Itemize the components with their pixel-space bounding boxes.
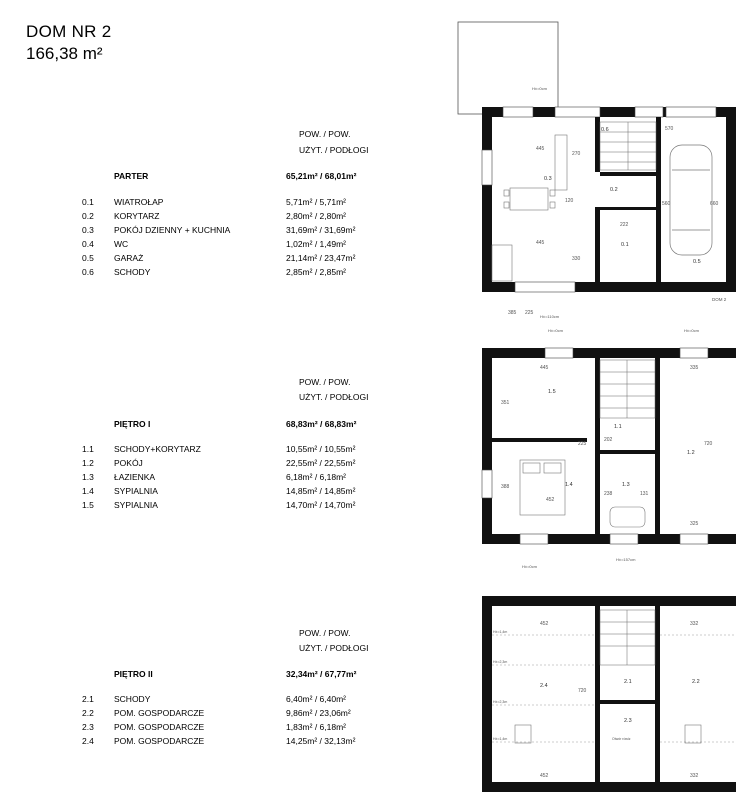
dimension-label: 385 [508,310,517,316]
dimension-label: 570 [665,126,674,132]
room-label: 1.1 [614,424,622,430]
room-row [0,197,470,208]
room-number: 0.3 [82,225,94,235]
room-area: 22,55m² / 22,55m² [286,458,356,468]
room-area: 21,14m² / 23,47m² [286,253,356,263]
room-number: 1.2 [82,458,94,468]
room-label: 2.3 [624,718,632,724]
dimension-label: 332 [690,773,699,779]
room-row [0,722,470,733]
interior-walls [492,358,660,534]
column-header-line2: UŻYT. / PODŁOGI [299,392,369,402]
dimension-labels [501,365,713,527]
height-labels [493,630,507,741]
dimension-label: 332 [690,621,699,627]
room-name: KORYTARZ [114,211,160,221]
room-label: 2.1 [624,679,632,685]
stairs [600,360,655,418]
dimension-label: 351 [501,400,510,406]
room-name: POKÓJ DZIENNY + KUCHNIA [114,225,231,235]
room-label: 1.5 [548,389,556,395]
room-area: 2,80m² / 2,80m² [286,211,346,221]
room-name: POM. GOSPODARCZE [114,736,205,746]
room-area: 2,85m² / 2,85m² [286,267,346,277]
floor-plan-parter [440,20,736,320]
room-area: 5,71m² / 5,71m² [286,197,346,207]
floor-total: 65,21m² / 68,01m² [286,171,357,181]
dimension-label: 202 [604,437,613,443]
room-name: SCHODY+KORYTARZ [114,444,201,454]
room-name: WIATROŁAP [114,197,164,207]
floor-name: PIĘTRO I [114,419,151,429]
room-name: ŁAZIENKA [114,472,156,482]
room-number: 2.1 [82,694,94,704]
room-number: 1.3 [82,472,94,482]
room-label: 1.4 [565,482,573,488]
interior-walls [595,606,660,782]
column-header-line2: UŻYT. / PODŁOGI [299,643,369,653]
skylight-openings [515,725,701,743]
room-label: 1.2 [687,450,695,456]
floor-plan-pietro-1 [460,320,736,570]
room-area: 14,85m² / 14,85m² [286,486,356,496]
room-row [0,472,470,483]
room-number: 2.2 [82,708,94,718]
height-label: H±=0cm [522,564,537,569]
dimension-label: 335 [690,365,699,371]
room-labels [544,127,701,265]
room-number: 2.3 [82,722,94,732]
dimension-label: 445 [540,365,549,371]
dimension-label: 325 [690,521,699,527]
floor-total: 68,83m² / 68,83m² [286,419,357,429]
terrace-outline [458,22,558,114]
dining-table [504,188,555,210]
height-label: H±=0cm [532,86,547,91]
table-parter [0,0,470,277]
plan-caption: DOM 2 [712,297,727,302]
house-title: DOM NR 2 [26,22,112,41]
house-area: 166,38 m² [26,44,103,63]
room-label: 0.5 [693,259,701,265]
dimension-label: 330 [572,256,581,262]
column-header-line1: POW. / POW. [299,377,351,387]
dimension-label: 225 [525,310,534,316]
dimension-label: 560 [662,201,671,207]
room-area: 14,25m² / 32,13m² [286,736,356,746]
dimension-label: 452 [540,773,549,779]
table-pietro-2 [0,500,470,746]
room-area: 9,86m² / 23,06m² [286,708,351,718]
room-row [0,225,470,236]
room-label: 2.4 [540,683,548,689]
height-label: H±=157cm [616,557,636,562]
dimension-label: 225 [578,441,587,447]
dimension-label: 720 [578,688,587,694]
kitchen-counter [492,135,567,281]
room-row [0,458,470,469]
room-name: POKÓJ [114,458,143,468]
room-name: POM. GOSPODARCZE [114,722,205,732]
room-area: 1,02m² / 1,49m² [286,239,346,249]
room-number: 0.4 [82,239,94,249]
dimension-label: 131 [640,491,649,497]
table-pietro-1 [0,250,470,510]
dimension-label: 452 [540,621,549,627]
room-number: 1.5 [82,500,94,510]
room-row [0,444,470,455]
room-area: 14,70m² / 14,70m² [286,500,356,510]
room-label: 0.3 [544,176,552,182]
room-area: 10,55m² / 10,55m² [286,444,356,454]
dimension-label: 222 [620,222,629,228]
dimension-label: 445 [536,240,545,246]
room-name: POM. GOSPODARCZE [114,708,205,718]
room-label: 0.6 [601,127,609,133]
room-area: 6,18m² / 6,18m² [286,472,346,482]
room-label: 0.2 [610,187,618,193]
dimension-label: 120 [565,198,574,204]
column-header-line1: POW. / POW. [299,129,351,139]
dimension-label: 445 [536,146,545,152]
room-row [0,694,470,705]
room-area: 6,40m² / 6,40m² [286,694,346,704]
column-header-line2: UŻYT. / PODŁOGI [299,145,369,155]
room-number: 1.1 [82,444,94,454]
room-number: 0.1 [82,197,94,207]
height-label: H±=2,3m [493,660,508,664]
room-row [0,211,470,222]
room-area: 31,69m² / 31,69m² [286,225,356,235]
room-name: SCHODY [114,267,151,277]
stairs [600,610,655,665]
room-row [0,239,470,250]
height-label: H±=1,4m [493,737,508,741]
bed-icon [520,460,565,515]
room-number: 0.6 [82,267,94,277]
height-label: H±=0cm [684,328,699,333]
height-label: H±=0cm [548,328,563,333]
roof-slope-lines [492,635,736,742]
room-number: 0.2 [82,211,94,221]
floor-total: 32,34m² / 67,77m² [286,669,357,679]
room-name: WC [114,239,129,249]
dimension-label: 238 [604,491,613,497]
height-label: H±=1,4m [493,630,508,634]
room-number: 2.4 [82,736,94,746]
dimension-label: 388 [501,484,510,490]
room-name: SCHODY [114,694,151,704]
room-label: 0.1 [621,242,629,248]
room-row [0,736,470,747]
floor-plan-pietro-2 [460,590,736,802]
room-label: 2.2 [692,679,700,685]
dimension-label: 720 [704,441,713,447]
dimension-label: 660 [710,201,719,207]
plan-note: Otwór rówiz [612,737,631,741]
column-header-line1: POW. / POW. [299,628,351,638]
dimension-label: 452 [546,497,555,503]
room-name: SYPIALNIA [114,486,158,496]
room-number: 1.4 [82,486,94,496]
floor-name: PIĘTRO II [114,669,153,679]
room-number: 0.5 [82,253,94,263]
height-label: H±=2,3m [493,700,508,704]
room-row [0,486,470,497]
height-labels [522,328,700,569]
room-label: 1.3 [622,482,630,488]
room-name: SYPIALNIA [114,500,158,510]
room-area: 1,83m² / 6,18m² [286,722,346,732]
room-row [0,708,470,719]
bathtub-icon [610,507,645,527]
car-icon [670,145,712,255]
dimension-label: 270 [572,151,581,157]
height-label: H±=110cm [540,314,560,319]
room-name: GARAŻ [114,253,144,263]
floor-name: PARTER [114,171,149,181]
